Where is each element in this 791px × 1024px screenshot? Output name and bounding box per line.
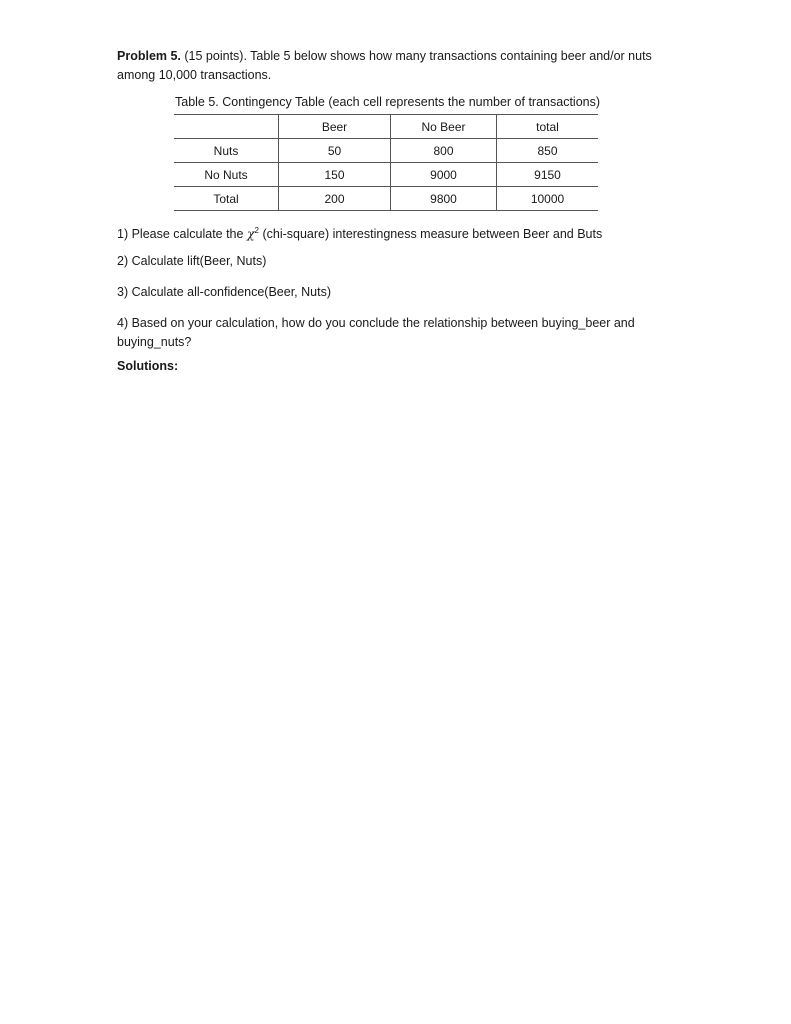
table-cell: 850	[497, 139, 599, 163]
table-cell: 200	[279, 187, 391, 211]
header-cell	[174, 115, 279, 139]
question-1: 1) Please calculate the $\chi^2$ (chi-square) interestingness measure between Beer and Buts	[117, 226, 603, 242]
table-cell: 9000	[391, 163, 497, 187]
table-row	[174, 187, 598, 211]
table-cell: 9150	[497, 163, 599, 187]
header-cell: Beer	[279, 115, 391, 139]
solutions-label: Solutions:	[117, 359, 179, 373]
table-row	[174, 139, 598, 163]
row-label: Total	[174, 187, 279, 211]
problem-title: Problem 5.	[117, 49, 181, 63]
table-header-row	[174, 115, 598, 139]
question-2: 2) Calculate lift(Beer, Nuts)	[117, 254, 267, 268]
table-cell: 800	[391, 139, 497, 163]
problem-statement	[117, 47, 677, 85]
question-4: 4) Based on your calculation, how do you conclude the relationship between buying_beer and buying_nuts?	[117, 316, 635, 349]
contingency-table	[174, 114, 598, 211]
question-3: 3) Calculate all-confidence(Beer, Nuts)	[117, 285, 331, 299]
table-row	[174, 163, 598, 187]
problem-intro: (15 points). Table 5 below shows how many transactions containing beer and/or nuts among 10,000 transactions.	[117, 49, 652, 82]
header-cell: No Beer	[391, 115, 497, 139]
table-cell: 10000	[497, 187, 599, 211]
table-cell: 150	[279, 163, 391, 187]
row-label: No Nuts	[174, 163, 279, 187]
table-cell: 50	[279, 139, 391, 163]
header-cell: total	[497, 115, 599, 139]
table-cell: 9800	[391, 187, 497, 211]
chi-symbol: χ	[246, 226, 255, 242]
table-caption: Table 5. Contingency Table (each cell represents the number of transactions)	[175, 95, 601, 109]
row-label: Nuts	[174, 139, 279, 163]
